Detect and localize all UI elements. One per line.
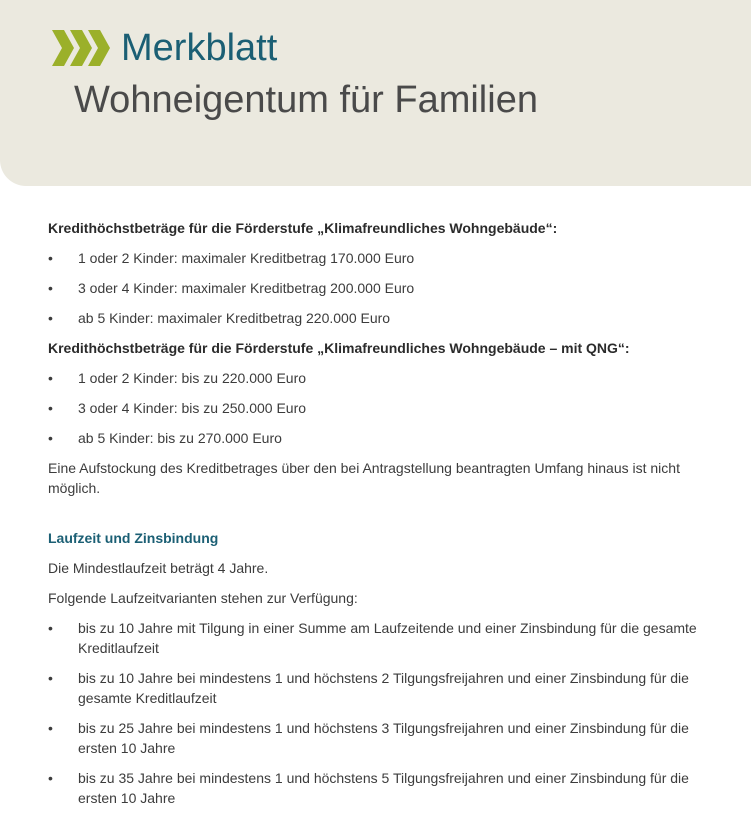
page-title: Merkblatt (121, 27, 278, 69)
bullet-icon: • (48, 670, 53, 686)
section-heading-qng: Kredithöchstbeträge für die Förderstufe „Klimafreundliches Wohngebäude – mit QNG“: (48, 340, 630, 356)
chevrons-icon (52, 30, 112, 66)
section-heading-klimafreundlich: Kredithöchstbeträge für die Förderstufe „Klimafreundliches Wohngebäude“: (48, 220, 558, 236)
bullet-icon: • (48, 770, 53, 786)
bullet-icon: • (48, 430, 53, 446)
bullet-icon: • (48, 280, 53, 296)
bullet-icon: • (48, 250, 53, 266)
section-heading-laufzeit: Laufzeit und Zinsbindung (48, 530, 219, 546)
intro-paragraph: Folgende Laufzeitvarianten stehen zur Verfügung: (48, 590, 358, 606)
bullet-icon: • (48, 720, 53, 736)
bullet-icon: • (48, 310, 53, 326)
note-paragraph: Eine Aufstockung des Kreditbetrages über den bei Antragstellung beantragten Umfang hinaus ist nicht möglich. (48, 460, 680, 496)
document-header (0, 0, 751, 186)
bullet-icon: • (48, 400, 53, 416)
bullet-icon: • (48, 620, 53, 636)
page-subtitle: Wohneigentum für Familien (74, 79, 538, 121)
intro-paragraph: Die Mindestlaufzeit beträgt 4 Jahre. (48, 560, 269, 576)
bullet-icon: • (48, 370, 53, 386)
